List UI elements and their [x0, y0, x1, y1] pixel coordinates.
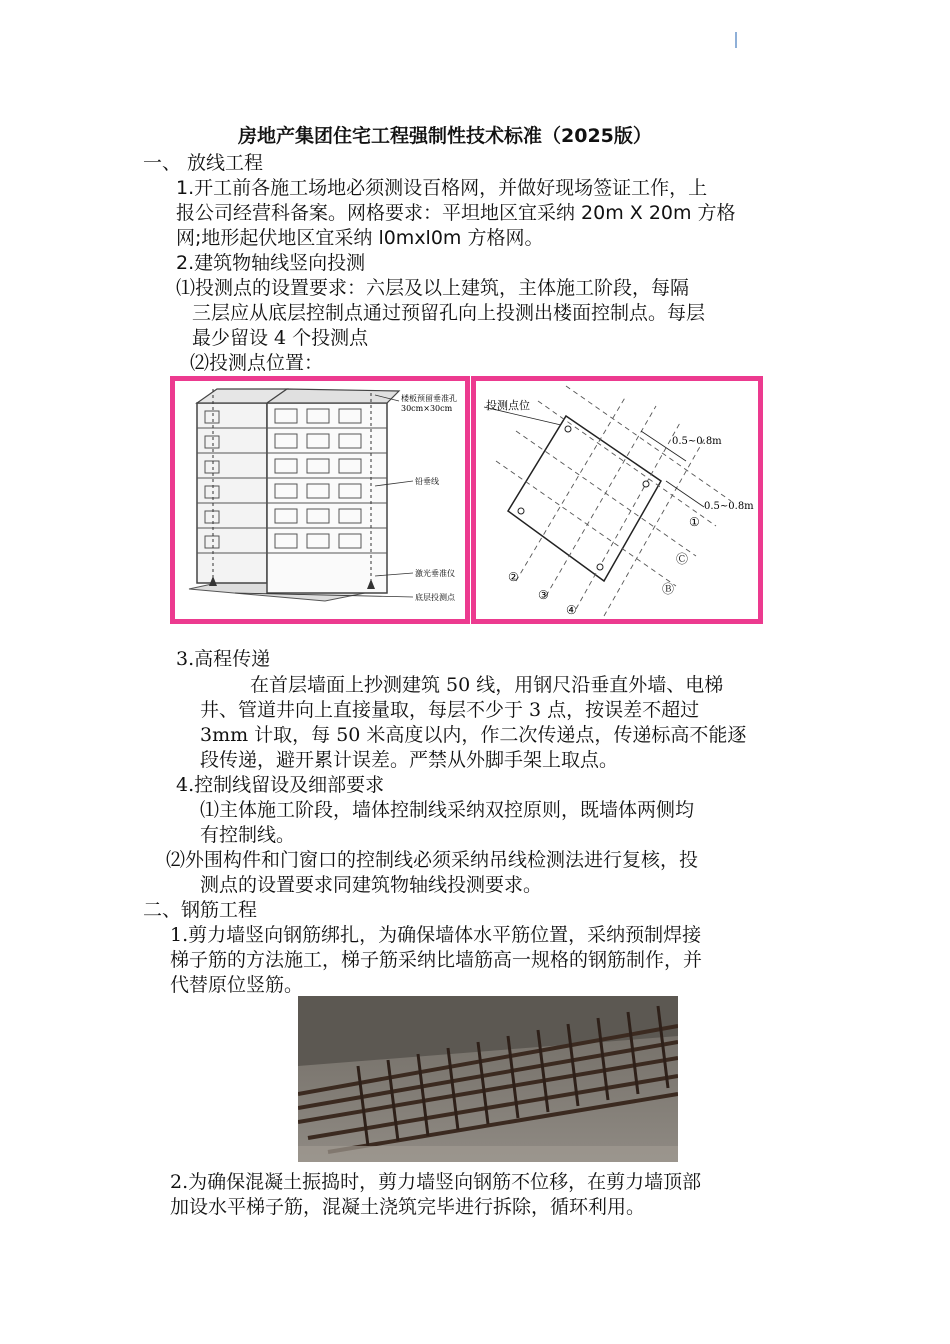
paragraph-line: 段传递，避开累计误差。严禁从外脚手架上取点。: [200, 749, 619, 771]
fig-label: 30cm×30cm: [401, 404, 453, 413]
fig-label: 0.5~0.8m: [704, 501, 754, 512]
paragraph-line: 最少留设 4 个投测点: [192, 327, 369, 349]
paragraph-line: ⑵投测点位置：: [190, 352, 324, 374]
fig-label: 0.5~0.8m: [672, 436, 722, 447]
rebar-ladder-photo: [298, 996, 678, 1162]
paragraph-line: 井、管道井向上直接量取，每层不少于 3 点，按误差不超过: [200, 699, 700, 721]
header-mark: [735, 32, 737, 48]
section-heading-1: 一、 放线工程: [143, 152, 264, 174]
paragraph-line: 2.为确保混凝土振捣时，剪力墙竖向钢筋不位移，在剪力墙顶部: [170, 1171, 702, 1193]
section-heading-2: 二、钢筋工程: [143, 899, 258, 921]
paragraph-line: 测点的设置要求同建筑物轴线投测要求。: [200, 874, 543, 896]
axis-marker: Ⓑ: [662, 582, 675, 596]
figure-projection-points: [471, 376, 763, 624]
axis-marker: ②: [508, 570, 519, 584]
fig-label: 楼板预留垂准孔: [401, 394, 457, 403]
paragraph-line: 2.建筑物轴线竖向投测: [176, 252, 366, 274]
axis-marker: ①: [689, 515, 700, 529]
axis-marker: Ⓒ: [676, 552, 689, 566]
fig-label: 铅垂线: [415, 477, 439, 486]
page-title: 房地产集团住宅工程强制性技术标准（2025版）: [238, 125, 652, 147]
fig-label: 底层投测点: [415, 593, 455, 602]
paragraph-line: 3.高程传递: [176, 648, 271, 670]
axis-marker: ④: [566, 603, 577, 617]
paragraph-line: ⑵外围构件和门窗口的控制线必须采纳吊线检测法进行复核，投: [166, 849, 699, 871]
paragraph-line: 4.控制线留设及细部要求: [176, 774, 385, 796]
fig-label: 投测点位: [486, 399, 530, 412]
paragraph-line: 代替原位竖筋。: [170, 974, 304, 996]
paragraph-line: 1.剪力墙竖向钢筋绑扎，为确保墙体水平筋位置，采纳预制焊接: [170, 924, 702, 946]
paragraph-line: 1.开工前各施工场地必须测设百格网，并做好现场签证工作，上: [176, 177, 708, 199]
building-diagram: [175, 381, 465, 619]
paragraph-line: 梯子筋的方法施工，梯子筋采纳比墙筋高一规格的钢筋制作，并: [170, 949, 703, 971]
grid-diagram: [476, 381, 758, 619]
fig-label: 激光垂准仪: [415, 569, 455, 578]
paragraph-line: 加设水平梯子筋，混凝土浇筑完毕进行拆除，循环利用。: [170, 1196, 646, 1218]
paragraph-line: ⑴投测点的设置要求：六层及以上建筑，主体施工阶段，每隔: [176, 277, 690, 299]
paragraph-line: 3mm 计取，每 50 米高度以内，作二次传递点，传递标高不能逐: [200, 724, 747, 746]
axis-marker: ③: [538, 588, 549, 602]
paragraph-line: 有控制线。: [200, 824, 296, 846]
paragraph-line: 网;地形起伏地区宜采纳 l0mxl0m 方格网。: [176, 227, 544, 249]
paragraph-line: ⑴主体施工阶段，墙体控制线采纳双控原则，既墙体两侧均: [200, 799, 695, 821]
paragraph-line: 报公司经营科备案。网格要求：平坦地区宜采纳 20m X 20m 方格: [176, 202, 736, 224]
figure-building-plumb: [170, 376, 470, 624]
paragraph-line: 三层应从底层控制点通过预留孔向上投测出楼面控制点。每层: [192, 302, 706, 324]
paragraph-line: 在首层墙面上抄测建筑 50 线，用钢尺沿垂直外墙、电梯: [250, 674, 724, 696]
